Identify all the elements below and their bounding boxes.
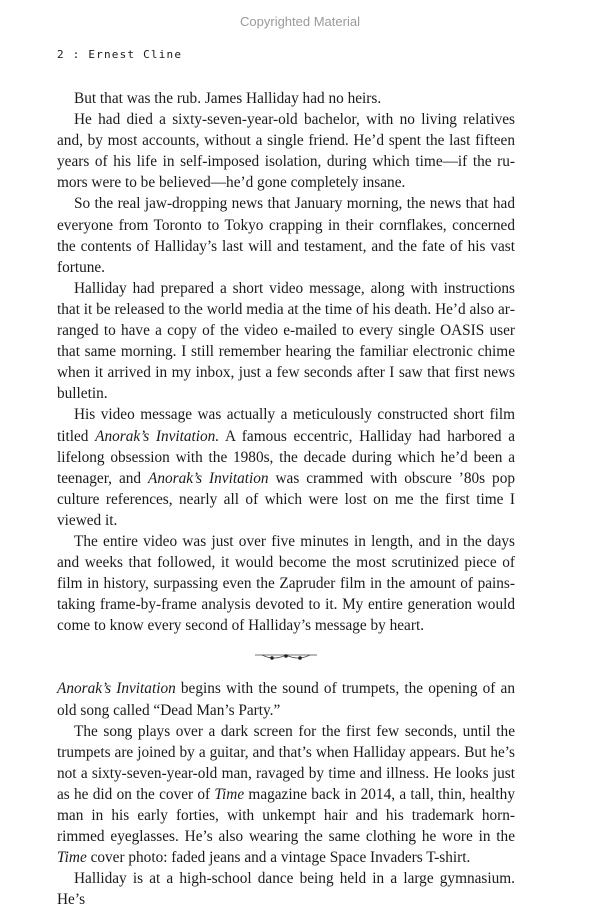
text-run: His video message was actually a meticulously constructed short film titled xyxy=(57,406,515,445)
text-run: But that was the rub. James Halliday had no heirs. xyxy=(74,90,382,107)
paragraph xyxy=(57,88,515,109)
copyright-watermark: Copyrighted Material xyxy=(240,14,360,29)
section-break-ornament xyxy=(57,638,515,676)
paragraph xyxy=(57,278,515,405)
paragraph xyxy=(57,404,515,531)
italic-title: Time xyxy=(57,849,87,867)
text-run: Halliday is at a high-school dance being held in a large gymnasium. He’s xyxy=(57,870,515,909)
section-2 xyxy=(57,678,515,910)
text-run: So the real jaw-dropping news that January morning, the news that had everyone from Toronto to Tokyo crapping in their cornflakes, concerned the contents of Halliday’s last will and testament, and the fate of his vast fortune. xyxy=(57,195,515,276)
text-run: He had died a sixty-seven-year-old bachelor, with no living relatives and, by most accounts, without a single friend. He’d spent the last fifteen years of his life in self-imposed isolation, during which time—if the rumors were to be believed—he’d gone completely insane. xyxy=(57,111,515,192)
paragraph xyxy=(57,721,515,869)
body-text xyxy=(57,88,515,910)
page-number: 2 xyxy=(57,48,65,61)
ornament-dots-icon xyxy=(254,651,318,663)
running-head xyxy=(57,48,182,61)
paragraph xyxy=(57,868,515,910)
text-run: was crammed with obscure ’80s pop culture references, nearly all of which were lost on me the first time I viewed it. xyxy=(57,469,515,529)
text-run: The entire video was just over five minutes in length, and in the days and weeks that followed, it would become the most scrutinized piece of film in history, surpassing even the Zapruder film in the amount of painstaking frame-by-frame analysis devoted to it. My entire generation would come to know every second of Halliday’s message by heart. xyxy=(57,532,515,635)
text-run: A famous eccentric, Halliday had harbored a lifelong obsession with the 1980s, the decade during which he’d been a teenager, and xyxy=(57,427,515,487)
text-run: cover photo: faded jeans and a vintage Space Invaders T-shirt. xyxy=(86,849,471,867)
running-head-separator: : xyxy=(72,48,81,61)
text-run: magazine back in 2014, a tall, thin, healthy man in his early forties, with unkempt hair and his trademark horn-rimmed eyeglasses. He’s also wearing the same clothing he wore in the xyxy=(57,785,515,846)
section-1 xyxy=(57,88,515,636)
text-run: Halliday had prepared a short video message, along with instructions that it be released to the world media at the time of his death. He’d also arranged to have a copy of the video e-mailed to every single OASIS user that same morning. I still remember hearing the familiar electronic chime when it arrived in my inbox, just a few seconds after I saw that first news bulletin. xyxy=(57,279,515,403)
paragraph xyxy=(57,678,515,720)
text-run: begins with the sound of trumpets, the opening of an old song called “Dead Man’s Party.” xyxy=(57,680,515,719)
text-run: The song plays over a dark screen for the first few seconds, until the trumpets are joined by a guitar, and that’s when Halliday appears. But he’s not a sixty-seven-year-old man, ravaged by time and illness. He looks just as he did on the cover of xyxy=(57,722,515,803)
italic-title: Anorak’s Invitation. xyxy=(95,427,220,445)
author-name: Ernest Cline xyxy=(88,48,183,61)
paragraph xyxy=(57,531,515,636)
italic-title: Anorak’s Invitation xyxy=(57,680,176,698)
paragraph xyxy=(57,193,515,277)
italic-title: Anorak’s Invitation xyxy=(148,469,269,487)
paragraph xyxy=(57,109,515,193)
italic-title: Time xyxy=(214,785,245,803)
